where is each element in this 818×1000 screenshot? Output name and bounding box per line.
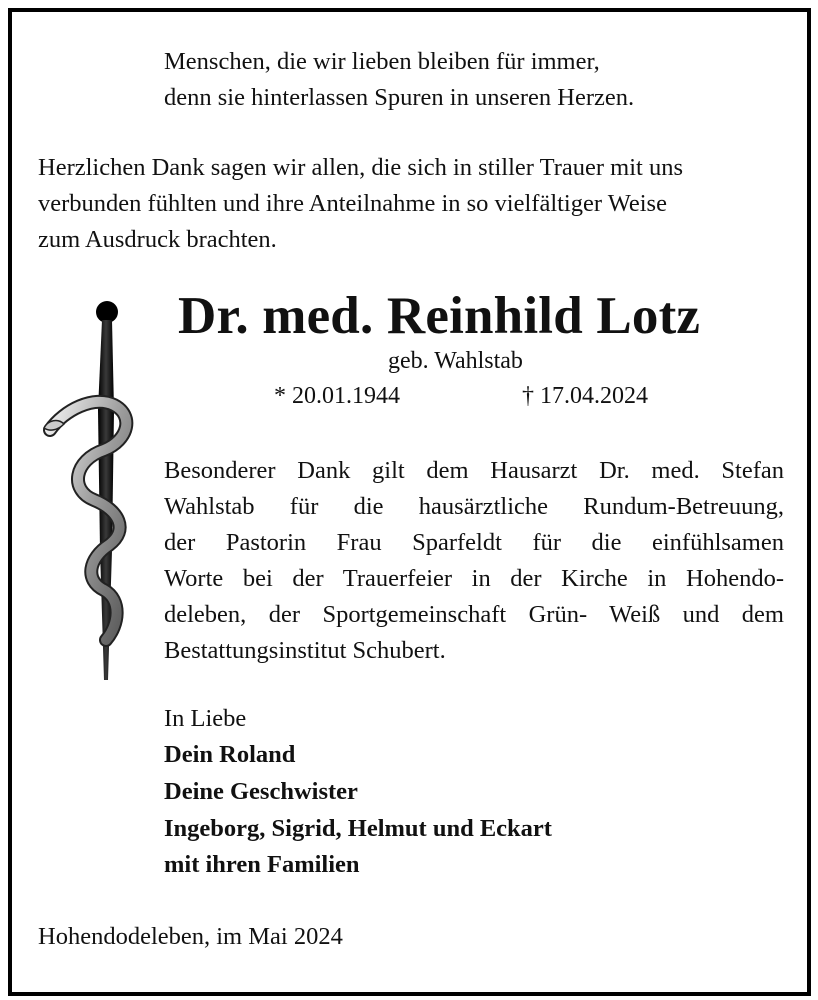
- thanks-line-3: zum Ausdruck brachten.: [38, 226, 277, 253]
- signature-line: Ingeborg, Sigrid, Helmut und Eckart: [164, 815, 552, 842]
- maiden-name: geb. Wahlstab: [388, 348, 523, 374]
- birth-date: * 20.01.1944: [274, 383, 400, 409]
- quote-line-2: denn sie hinterlassen Spuren in unseren Herzen.: [164, 84, 635, 111]
- special-thanks-line: deleben, der Sportgemeinschaft Grün- Weiß und dem: [164, 601, 784, 628]
- special-thanks-line: Bestattungsinstitut Schubert.: [164, 637, 446, 664]
- place-and-date: Hohendodeleben, im Mai 2024: [38, 923, 343, 950]
- thanks-line-2: verbunden fühlten und ihre Anteilnahme in so vielfältiger Weise: [38, 190, 667, 217]
- special-thanks-paragraph: [164, 453, 784, 669]
- rod-of-asclepius-icon: [34, 290, 144, 680]
- signature-intro: In Liebe: [164, 705, 247, 732]
- special-thanks-line: Besonderer Dank gilt dem Hausarzt Dr. med. Stefan: [164, 457, 784, 484]
- deceased-name: Dr. med. Reinhild Lotz: [178, 287, 701, 345]
- signature-line: mit ihren Familien: [164, 851, 360, 878]
- obituary-notice: [8, 8, 811, 996]
- quote-line-1: Menschen, die wir lieben bleiben für immer,: [164, 48, 600, 75]
- special-thanks-line: Worte bei der Trauerfeier in der Kirche in Hohendo-: [164, 565, 784, 592]
- special-thanks-line: Wahlstab für die hausärztliche Rundum-Betreuung,: [164, 493, 784, 520]
- special-thanks-line: der Pastorin Frau Sparfeldt für die einfühlsamen: [164, 529, 784, 556]
- signature-line: Deine Geschwister: [164, 778, 358, 805]
- death-date: † 17.04.2024: [522, 383, 648, 409]
- signature-line: Dein Roland: [164, 741, 296, 768]
- thanks-line-1: Herzlichen Dank sagen wir allen, die sich in stiller Trauer mit uns: [38, 154, 684, 181]
